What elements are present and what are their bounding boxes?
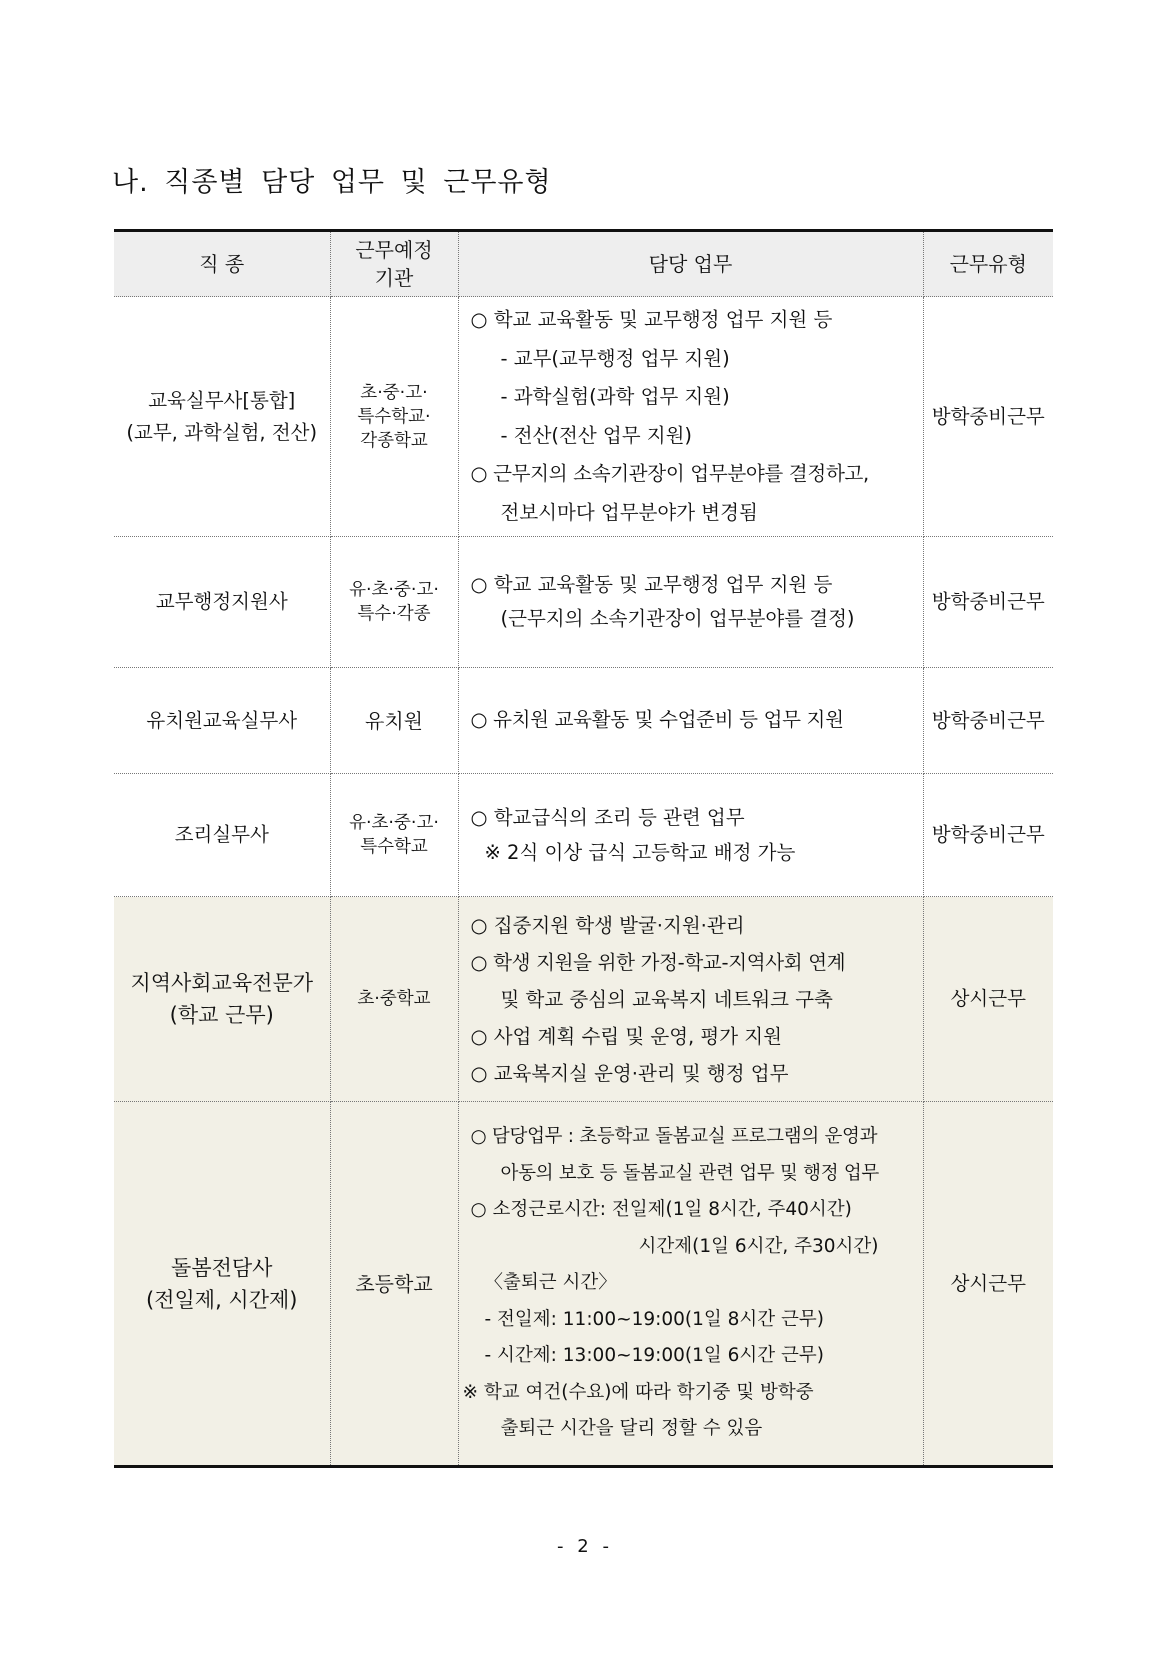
duty-line: 전보시마다 업무분야가 변경됨 <box>500 500 758 524</box>
section-title: 나. 직종별 담당 업무 및 근무유형 <box>112 167 552 198</box>
header-duty: 담당 업무 <box>458 231 923 297</box>
duty-line: ○ 사업 계획 수립 및 운영, 평가 지원 <box>470 1024 782 1048</box>
org-line: 각종학교 <box>360 430 428 451</box>
duty-line: ○ 학교급식의 조리 등 관련 업무 <box>470 806 745 829</box>
org-line: 유·초·중·고· <box>349 580 439 600</box>
org-line: 초·중·고· <box>360 382 428 403</box>
org-line: 특수학교 <box>360 837 428 857</box>
duty-line: 및 학교 중심의 교육복지 네트워크 구축 <box>500 987 833 1011</box>
page-number: - 2 - <box>557 1536 613 1557</box>
duty-line: 시간제(1일 6시간, 주30시간) <box>638 1235 879 1257</box>
header-org-line2: 기관 <box>374 266 414 290</box>
job-duty-table <box>114 229 1053 1468</box>
org-line: 특수학교· <box>357 406 431 427</box>
duty-cell <box>458 537 923 668</box>
table-row <box>114 897 1053 1102</box>
duty-line: - 과학실험(과학 업무 지원) <box>500 385 730 408</box>
job-name: 유치원교육실무사 <box>146 708 298 732</box>
duty-line: 〈출퇴근 시간〉 <box>484 1272 617 1294</box>
table-row <box>114 668 1053 774</box>
work-type-cell: 방학중비근무 <box>923 668 1053 774</box>
duty-line: ○ 담당업무 : 초등학교 돌봄교실 프로그램의 운영과 <box>470 1126 878 1148</box>
job-cell <box>114 297 330 537</box>
duty-cell <box>458 774 923 897</box>
job-name: 교무행정지원사 <box>155 590 288 613</box>
header-org-line1: 근무예정 <box>355 238 433 262</box>
org-cell <box>330 897 458 1102</box>
table-row <box>114 774 1053 897</box>
duty-cell <box>458 897 923 1102</box>
org-cell <box>330 297 458 537</box>
work-type-cell: 상시근무 <box>923 1102 1053 1467</box>
duty-line: ○ 소정근로시간: 전일제(1일 8시간, 주40시간) <box>470 1199 852 1221</box>
work-type-cell: 방학중비근무 <box>923 537 1053 668</box>
org-line: 초·중학교 <box>357 989 431 1009</box>
duty-line: - 전산(전산 업무 지원) <box>500 423 693 447</box>
org-line: 유치원 <box>365 708 423 733</box>
duty-line: - 교무(교무행정 업무 지원) <box>500 346 730 370</box>
org-cell <box>330 774 458 897</box>
header-job: 직 종 <box>114 231 330 297</box>
table-row <box>114 537 1053 668</box>
duty-line: 출퇴근 시간을 달리 정할 수 있음 <box>500 1418 763 1440</box>
org-line: 유·초·중·고· <box>349 813 439 833</box>
duty-line: - 전일제: 11:00~19:00(1일 8시간 근무) <box>484 1308 825 1330</box>
org-cell <box>330 1102 458 1467</box>
duty-line: 아동의 보호 등 돌봄교실 관련 업무 및 행정 업무 <box>500 1162 879 1184</box>
table-row <box>114 1102 1053 1467</box>
org-line: 특수·각종 <box>357 604 431 624</box>
job-cell <box>114 774 330 897</box>
job-cell <box>114 1102 330 1467</box>
job-name: 지역사회교육전문가 <box>130 971 314 995</box>
duty-line: ○ 교육복지실 운영·관리 및 행정 업무 <box>470 1061 789 1085</box>
duty-cell <box>458 297 923 537</box>
job-subname: (학교 근무) <box>169 1003 274 1027</box>
work-type-cell: 방학중비근무 <box>923 297 1053 537</box>
duty-line: ○ 집중지원 학생 발굴·지원·관리 <box>470 913 745 937</box>
duty-line: ○ 학교 교육활동 및 교무행정 업무 지원 등 <box>470 573 833 596</box>
org-line: 초등학교 <box>355 1271 433 1296</box>
work-type-cell: 방학중비근무 <box>923 774 1053 897</box>
duty-line: ※ 학교 여건(수요)에 따라 학기중 및 방학중 <box>462 1381 814 1403</box>
job-subname: (교무, 과학실험, 전산) <box>126 420 318 444</box>
job-subname: (전일제, 시간제) <box>146 1287 298 1312</box>
header-org <box>330 231 458 297</box>
job-name: 돌봄전담사 <box>171 1255 273 1280</box>
table-row <box>114 297 1053 537</box>
work-type-cell: 상시근무 <box>923 897 1053 1102</box>
duty-cell <box>458 668 923 774</box>
job-name: 교육실무사[통합] <box>148 388 296 412</box>
duty-line: ※ 2식 이상 급식 고등학교 배정 가능 <box>484 841 796 864</box>
job-cell <box>114 897 330 1102</box>
duty-line: ○ 학생 지원을 위한 가정-학교-지역사회 연계 <box>470 950 846 974</box>
duty-line: ○ 학교 교육활동 및 교무행정 업무 지원 등 <box>470 308 833 331</box>
duty-line: (근무지의 소속기관장이 업무분야를 결정) <box>500 607 855 630</box>
duty-cell <box>458 1102 923 1467</box>
org-cell <box>330 537 458 668</box>
job-cell <box>114 537 330 668</box>
duty-line: ○ 유치원 교육활동 및 수업준비 등 업무 지원 <box>470 708 844 732</box>
job-cell <box>114 668 330 774</box>
table-header-row <box>114 231 1053 297</box>
org-cell <box>330 668 458 774</box>
duty-line: ○ 근무지의 소속기관장이 업무분야를 결정하고, <box>470 462 869 485</box>
header-work-type: 근무유형 <box>923 231 1053 297</box>
duty-line: - 시간제: 13:00~19:00(1일 6시간 근무) <box>484 1345 825 1367</box>
job-name: 조리실무사 <box>174 823 269 846</box>
